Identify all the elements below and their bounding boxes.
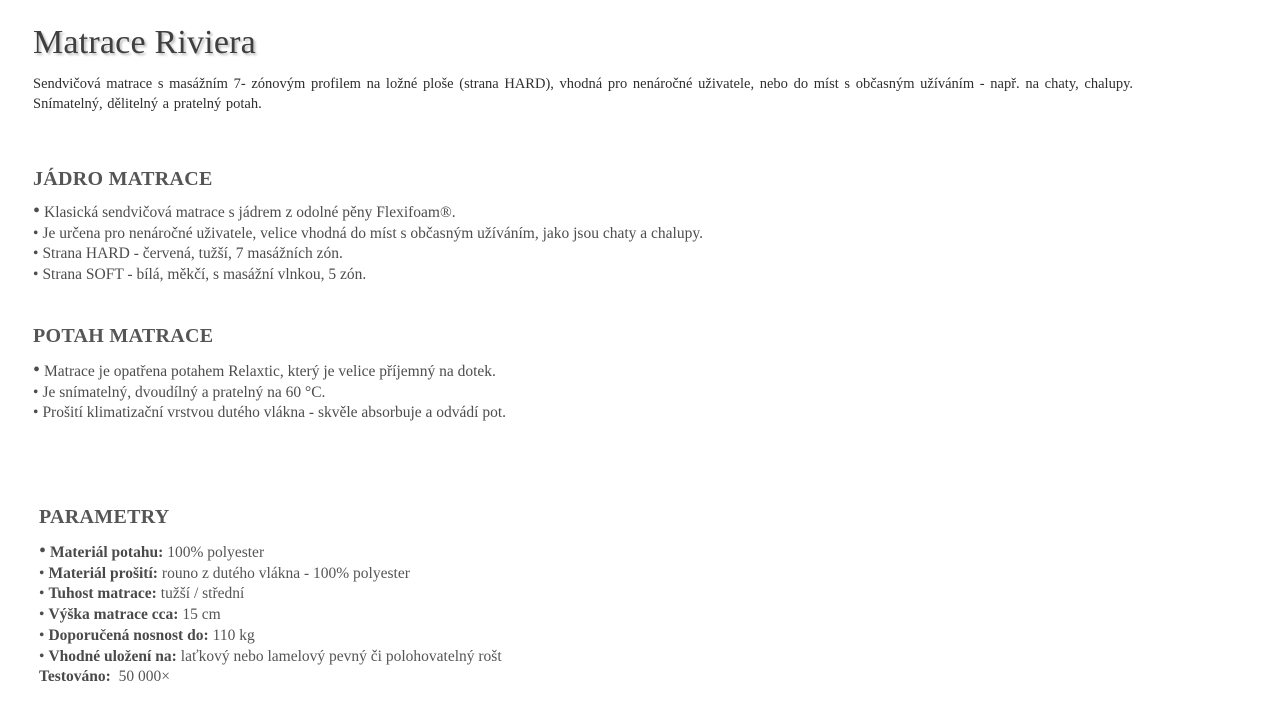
page-title: Matrace Riviera: [33, 24, 256, 61]
list-item: • Klasická sendvičová matrace s jádrem z odolné pěny Flexifoam®.: [33, 200, 456, 222]
param-row: • Materiál potahu: 100% polyester: [39, 540, 265, 562]
param-value: rouno z dutého vlákna - 100% polyester: [161, 564, 410, 582]
list-item: • Strana HARD - červená, tužší, 7 masážních zón.: [33, 245, 343, 263]
tested-value: 50 000×: [118, 668, 171, 685]
list-item: • Je určena pro nenáročné uživatele, velice vhodná do míst s občasným užíváním, jako jsou chaty a chalupy.: [33, 224, 703, 242]
list-item: • Prošití klimatizační vrstvou dutého vlákna - skvěle absorbuje a odvádí pot.: [33, 404, 507, 422]
param-row: • Tuhost matrace: tužší / střední: [39, 585, 245, 603]
param-label: Materiál potahu:: [50, 544, 164, 561]
cover-heading: POTAH MATRACE: [33, 325, 214, 347]
cover-list: [33, 360, 506, 424]
param-label: Tuhost matrace:: [48, 585, 157, 603]
param-value: laťkový nebo lamelový pevný či polohovatelný rošt: [180, 647, 502, 665]
param-label: Vhodné uložení na:: [48, 647, 177, 665]
param-value: 110 kg: [212, 626, 255, 644]
param-value: 15 cm: [182, 606, 221, 624]
params-list: [39, 541, 502, 667]
param-value: tužší / střední: [160, 585, 245, 603]
param-row: • Doporučená nosnost do: 110 kg: [39, 626, 255, 644]
param-value: 100% polyester: [167, 544, 265, 561]
param-label: Doporučená nosnost do:: [48, 626, 209, 644]
tested-label: Testováno:: [39, 668, 111, 685]
param-label: Materiál prošití:: [48, 564, 158, 582]
list-item: • Strana SOFT - bílá, měkčí, s masážní vlnkou, 5 zón.: [33, 266, 367, 284]
param-label: Výška matrace cca:: [48, 606, 179, 624]
core-heading: JÁDRO MATRACE: [33, 168, 213, 190]
product-intro: Sendvičová matrace s masážním 7- zónovým profilem na ložné ploše (strana HARD), vhodná pro nenáročné uživatele, nebo do míst s občasným užíváním - např. na chaty, chalupy. Snímatelný, dělitelný a pratelný potah.: [33, 76, 1133, 112]
tested-row: [39, 668, 170, 686]
core-list: [33, 201, 703, 286]
list-item: • Je snímatelný, dvoudílný a pratelný na 60 °C.: [33, 383, 326, 401]
param-row: • Výška matrace cca: 15 cm: [39, 606, 221, 624]
params-heading: PARAMETRY: [39, 506, 170, 528]
param-row: • Vhodné uložení na: laťkový nebo lamelový pevný či polohovatelný rošt: [39, 647, 502, 665]
param-row: • Materiál prošití: rouno z dutého vlákna - 100% polyester: [39, 564, 410, 582]
list-item: • Matrace je opatřena potahem Relaxtic, který je velice příjemný na dotek.: [33, 359, 496, 381]
